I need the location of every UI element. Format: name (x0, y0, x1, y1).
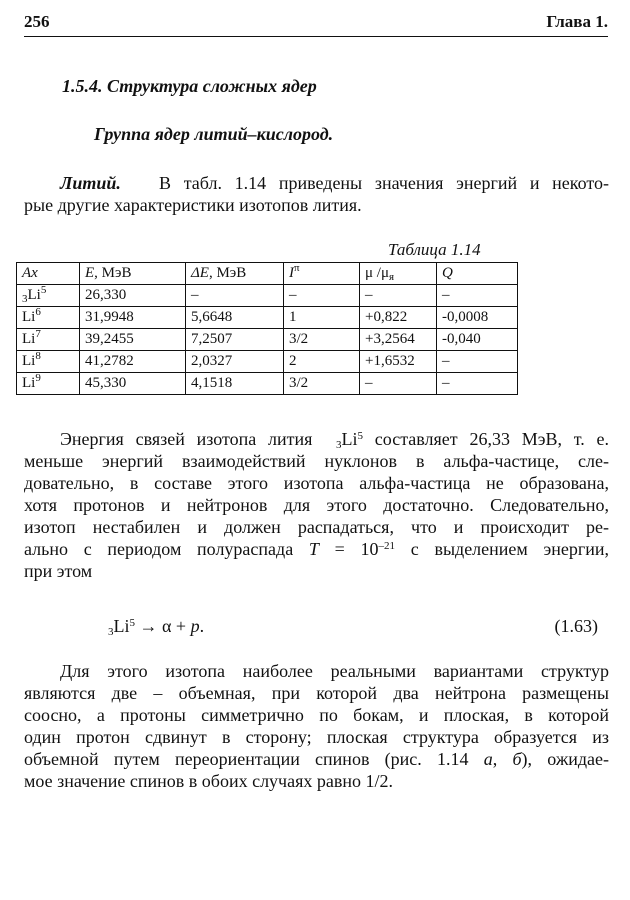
cell-mu: – (360, 285, 437, 307)
isotope-cell: Li$^6$ (17, 307, 80, 329)
cell-q: -0,040 (437, 329, 518, 351)
table-caption: Таблица 1.14 (388, 240, 481, 259)
cell-de: 2,0327 (186, 351, 284, 373)
equation-body: $_3Li^5 \to \alpha + p$. (108, 616, 205, 638)
cell-de: 5,6648 (186, 307, 284, 329)
cell-e: 45,330 (80, 373, 186, 395)
p1-line-4: хотя протонов и нейтронов для этого достаточно. Следовательно, (24, 495, 609, 515)
cell-q: – (437, 351, 518, 373)
section-title: 1.5.4. Структура сложных ядер (62, 76, 317, 96)
table-row (17, 285, 518, 307)
cell-e: 41,2782 (80, 351, 186, 373)
table-body (17, 285, 518, 395)
cell-mu: +1,6532 (360, 351, 437, 373)
cell-i: 1 (284, 307, 360, 329)
isotope-cell: Li$^7$ (17, 329, 80, 351)
chapter-label: Глава 1. (546, 12, 608, 31)
cell-de: – (186, 285, 284, 307)
isotope-table (16, 262, 518, 395)
cell-e: 39,2455 (80, 329, 186, 351)
cell-e: 26,330 (80, 285, 186, 307)
p1-line-6: ально с периодом полураспада $T = 10^{-21}$ с выделением энергии, (24, 539, 610, 559)
p1-line-2: меньше энергий взаимодействий нуклонов в альфа-частице, сле- (24, 451, 609, 471)
paragraph-1 (24, 428, 609, 582)
table-row (17, 329, 518, 351)
intro-line-2: рые другие характеристики изотопов лития. (24, 195, 362, 215)
p2-line-5: объемной путем переориентации спинов (рис. 1.14 а, б), ожидае- (24, 749, 610, 769)
intro-line-1 (24, 172, 609, 194)
cell-i: 3/2 (284, 373, 360, 395)
p1-line-1: Энергия связей изотопа лития $_3Li^5$ составляет 26,33 МэВ, т. е. (60, 429, 610, 451)
table-row (17, 351, 518, 373)
cell-q: – (437, 285, 518, 307)
p1-line-5: изотоп нестабилен и должен распадаться, что и происходит ре- (24, 517, 609, 537)
col-ax-header: Ax (17, 263, 80, 285)
col-q-header: Q (437, 263, 518, 285)
p1-line-7: при этом (24, 561, 93, 581)
cell-i: – (284, 285, 360, 307)
cell-mu: +0,822 (360, 307, 437, 329)
cell-de: 7,2507 (186, 329, 284, 351)
cell-mu: – (360, 373, 437, 395)
col-e-header: E, МэВ (80, 263, 186, 285)
cell-i: 3/2 (284, 329, 360, 351)
cell-i: 2 (284, 351, 360, 373)
page-header (24, 10, 608, 37)
p1-line-3: довательно, в составе этого изотопа альфа-частица не образована, (24, 473, 609, 493)
p2-line-3: соосно, а протоны симметрично по бокам, и плоская, в которой (24, 705, 609, 725)
col-de-header: ΔE, МэВ (186, 263, 284, 285)
col-spin-header: $I^\pi$ (284, 263, 360, 285)
isotope-cell: Li$^8$ (17, 351, 80, 373)
isotope-cell: Li$^9$ (17, 373, 80, 395)
equation-1-63 (108, 616, 598, 637)
intro-text-1: В табл. 1.14 приведены значения энергий и некото- (159, 173, 610, 193)
col-mu-header: μ $/\mu_я$ (360, 263, 437, 285)
table-row (17, 373, 518, 395)
cell-e: 31,9948 (80, 307, 186, 329)
lead-word: Литий. (60, 173, 121, 193)
intro-paragraph (24, 172, 609, 216)
cell-mu: +3,2564 (360, 329, 437, 351)
cell-de: 4,1518 (186, 373, 284, 395)
cell-q: – (437, 373, 518, 395)
page-number: 256 (24, 12, 50, 31)
p2-line-1: Для этого изотопа наиболее реальными вариантами структур (60, 661, 609, 681)
cell-q: -0,0008 (437, 307, 518, 329)
equation-number: (1.63) (554, 616, 598, 636)
p2-line-4: один протон сдвинут в сторону; плоская структура образуется из (24, 727, 609, 747)
table-row (17, 307, 518, 329)
p2-line-2: являются две – объемная, при которой два нейтрона размещены (24, 683, 609, 703)
paragraph-2 (24, 660, 609, 792)
group-title: Группа ядер литий–кислород. (94, 124, 334, 144)
isotope-cell: $_3Li^5$ (17, 285, 80, 307)
p2-line-6: мое значение спинов в обоих случаях равно 1/2. (24, 771, 393, 791)
table-header-row (17, 263, 518, 285)
